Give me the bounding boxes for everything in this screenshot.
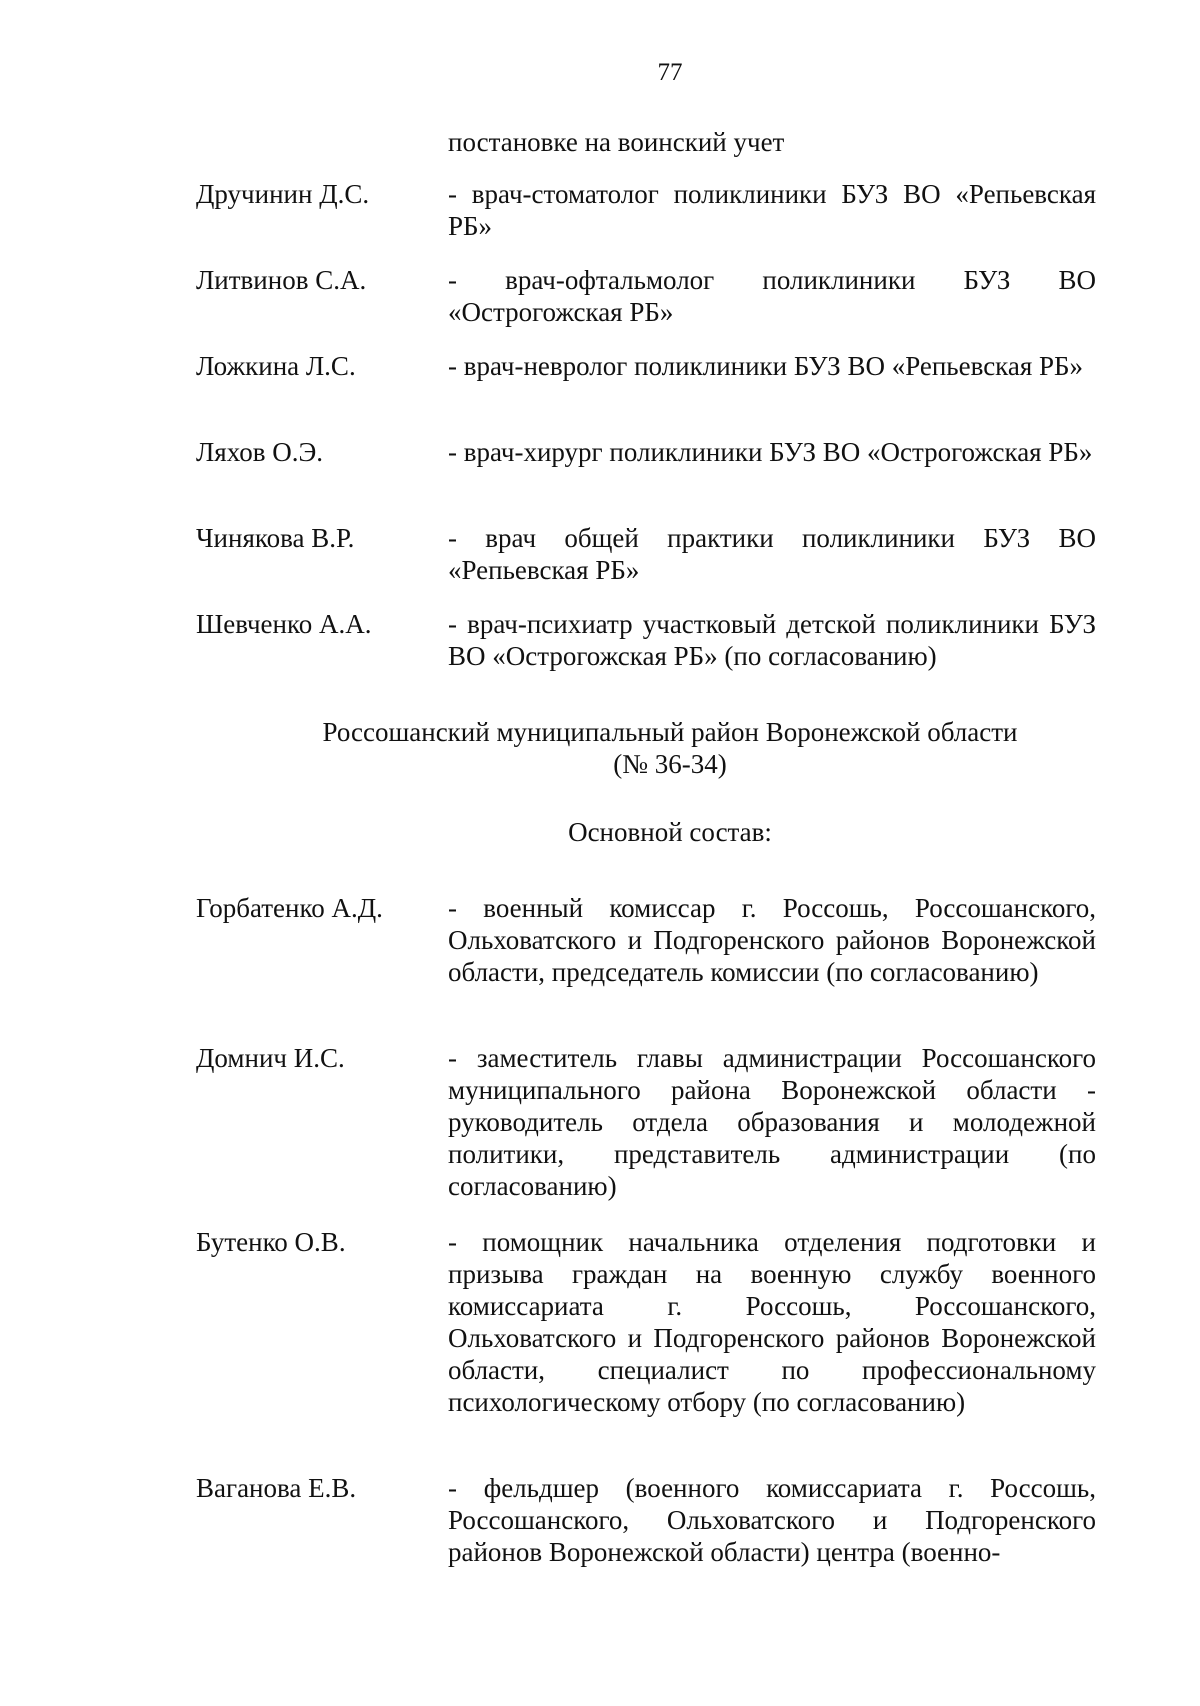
member-name: Чинякова В.Р. (196, 523, 355, 553)
member-description: - врач общей практики поликлиники БУЗ ВО «Репьевская РБ» (448, 523, 1096, 585)
member-description: - заместитель главы администрации Россошанского муниципального района Воронежской области - руководитель отдела образования и молодежной политики, представитель администрации (по согласованию) (448, 1043, 1096, 1201)
page-number: 77 (657, 59, 683, 86)
member-description: - врач-офтальмолог поликлиники БУЗ ВО «Острогожская РБ» (448, 265, 1096, 327)
member-name: Ваганова Е.В. (196, 1473, 357, 1503)
member-name: Домнич И.С. (196, 1043, 345, 1073)
member-name: Литвинов С.А. (196, 265, 367, 295)
member-description: - врач-хирург поликлиники БУЗ ВО «Острогожская РБ» (448, 437, 1093, 467)
member-description: - врач-психиатр участковый детской поликлиники БУЗ ВО «Острогожская РБ» (по согласованию) (448, 609, 1096, 671)
member-name: Бутенко О.В. (196, 1227, 346, 1257)
member-description: - военный комиссар г. Россошь, Россошанского, Ольховатского и Подгоренского районов Воронежской области, председатель комиссии (по согласованию) (448, 893, 1096, 987)
member-description: - врач-стоматолог поликлиники БУЗ ВО «Репьевская РБ» (448, 179, 1096, 241)
section-title (0, 716, 1200, 780)
section-title-line: Россошанский муниципальный район Воронежской области (322, 717, 1018, 747)
section-number: (№ 36-34) (613, 749, 727, 779)
member-description: - фельдшер (военного комиссариата г. Россошь, Россошанского, Ольховатского и Подгоренского районов Воронежской области) центра (военно- (448, 1473, 1096, 1567)
member-name: Шевченко А.А. (196, 609, 372, 639)
member-name: Ложкина Л.С. (196, 351, 356, 381)
member-name: Дручинин Д.С. (196, 179, 370, 209)
member-name: Горбатенко А.Д. (196, 893, 383, 923)
member-name: Ляхов О.Э. (196, 437, 324, 467)
continuation-text: постановке на воинский учет (448, 127, 785, 157)
member-description: - врач-невролог поликлиники БУЗ ВО «Репьевская РБ» (448, 351, 1084, 381)
section-subtitle: Основной состав: (568, 817, 772, 847)
member-description: - помощник начальника отделения подготовки и призыва граждан на военную службу военного комиссариата г. Россошь, Россошанского, Ольховатского и Подгоренского районов Воронежской области, специалист по профессиональному психологическому отбору (по согласованию) (448, 1227, 1096, 1417)
